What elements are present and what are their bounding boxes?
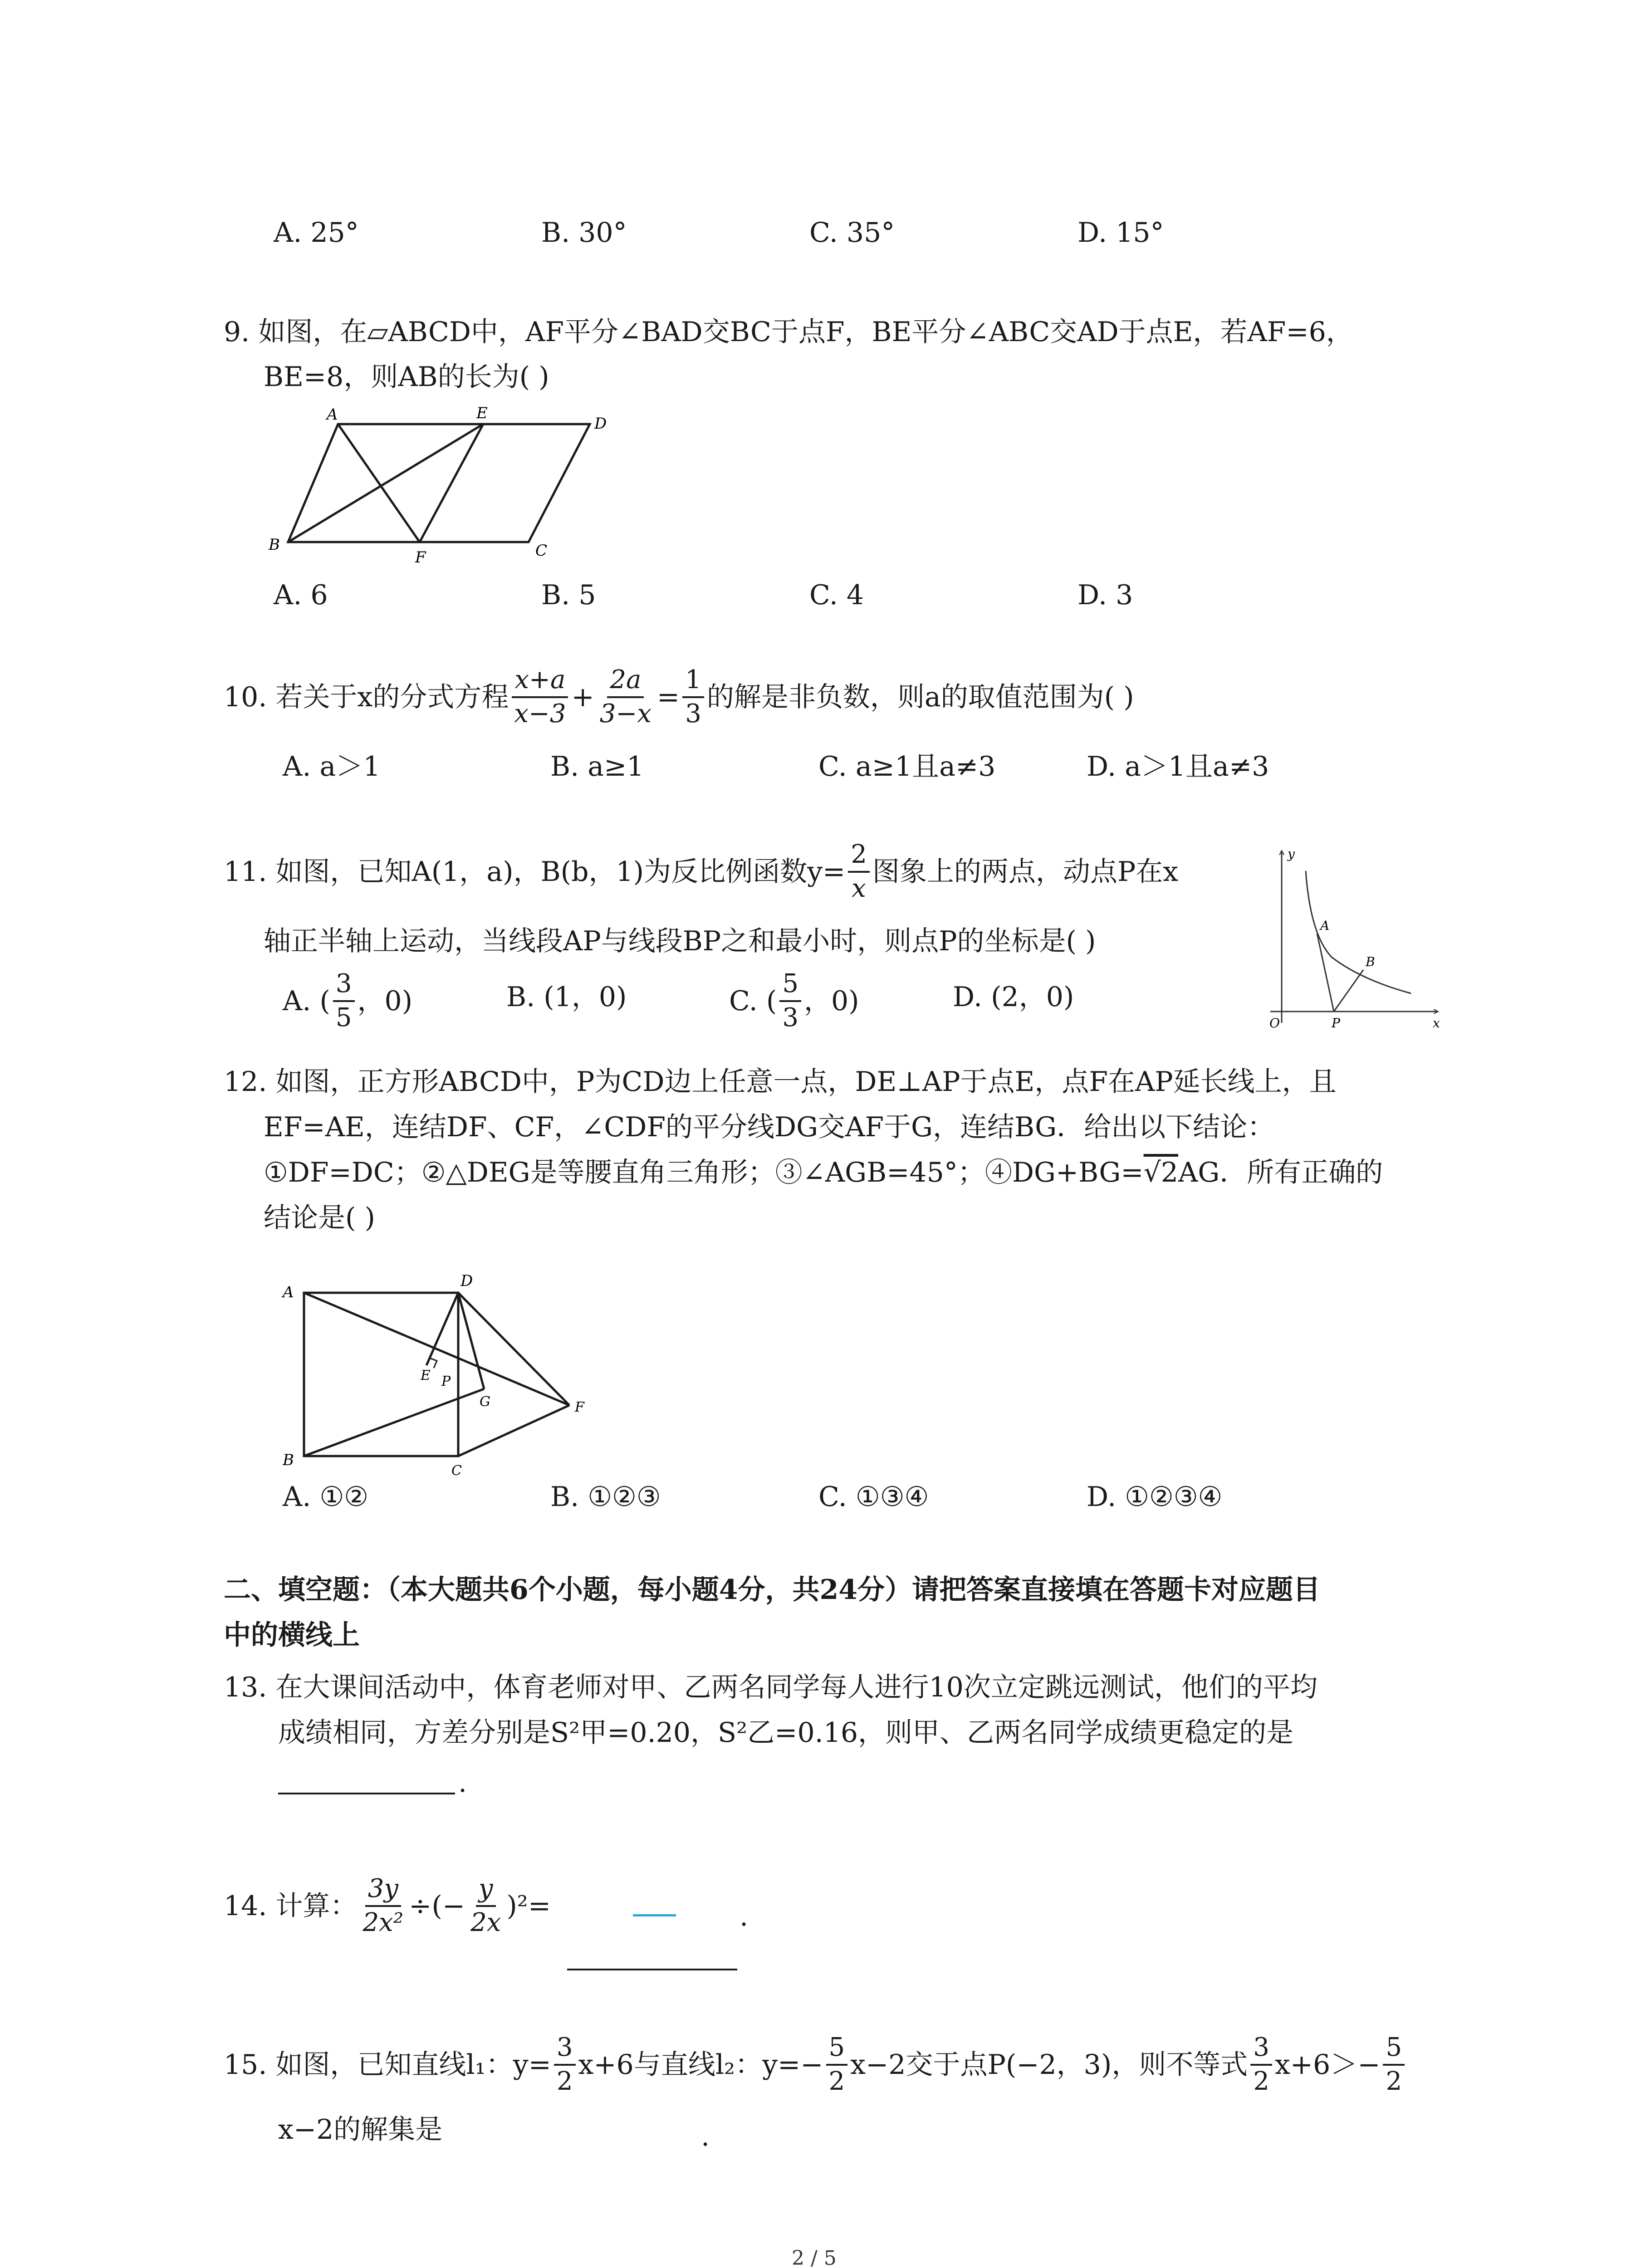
q12-line3-post: AG．所有正确的 <box>1178 1157 1383 1188</box>
q9-option-c: C. 4 <box>809 579 864 611</box>
q9-parallelogram-figure <box>263 404 635 567</box>
q9-text-line2: BE=8，则AB的长为( ) <box>264 361 549 393</box>
q13-text-line2: 成绩相同，方差分别是S²甲=0.20，S²乙=0.16，则甲、乙两名同学成绩更稳定的是 <box>278 1717 1294 1749</box>
q10-fraction-1 <box>511 667 568 728</box>
q12-square-abcd <box>304 1293 458 1456</box>
q9-segment-ef <box>420 424 483 542</box>
q10-fraction-1-numerator: x+a <box>512 667 568 698</box>
q12-segment-de <box>426 1293 458 1365</box>
q9-text-line1: 9. 如图，在▱ABCD中，AF平分∠BAD交BC于点F，BE平分∠ABC交AD于点E，若AF=6， <box>224 316 1353 348</box>
q10-fraction-3-numerator: 1 <box>682 667 704 698</box>
section2-heading-line1: 二、填空题：（本大题共6个小题，每小题4分，共24分）请把答案直接填在答题卡对应题目 <box>224 1574 1320 1606</box>
q15-fraction-2-denominator: 2 <box>828 2066 845 2096</box>
q12-segment-bg <box>304 1389 484 1456</box>
q13-answer-blank[interactable] <box>278 1793 455 1794</box>
q11-option-a <box>283 971 412 1031</box>
q11-segment-ap <box>1317 934 1334 1012</box>
q15-fraction-3-numerator: 3 <box>1250 2034 1272 2066</box>
q14-text-post: )²= <box>506 1890 551 1922</box>
q12-label-a: A <box>283 1283 294 1301</box>
q12-text-line3 <box>264 1159 1383 1186</box>
q10-fraction-1-denominator: x−3 <box>514 699 566 728</box>
q12-label-p: P <box>441 1374 451 1389</box>
q10-text-pre: 10. 若关于x的分式方程 <box>224 681 509 713</box>
q9-parallelogram-abcd <box>288 424 590 542</box>
q10-text-post: 的解是非负数，则a的取值范围为( ) <box>706 681 1134 713</box>
q11-option-c <box>729 971 859 1031</box>
q11-option-c-numerator: 5 <box>779 971 801 1002</box>
q11-label-y: y <box>1288 846 1295 861</box>
q12-text-line1: 12. 如图，正方形ABCD中，P为CD边上任意一点，DE⊥AP于点E，点F在AP延长线上，且 <box>224 1066 1337 1098</box>
q14-fraction-2-denominator: 2x <box>470 1907 501 1937</box>
q8-option-d: D. 15° <box>1078 217 1164 249</box>
q11-label-o: O <box>1269 1016 1280 1031</box>
q12-label-b: B <box>283 1451 294 1469</box>
q15-text-line2: x−2的解集是 <box>278 2114 443 2146</box>
q12-option-a: A. ①② <box>283 1481 369 1513</box>
q9-option-a: A. 6 <box>274 579 328 611</box>
q10-option-b: B. a≥1 <box>550 751 644 782</box>
q15-fraction-4-denominator: 2 <box>1386 2066 1402 2096</box>
q11-option-c-denominator: 3 <box>782 1002 798 1032</box>
q14-divide: ÷(− <box>409 1890 465 1922</box>
q14-fraction-2-numerator: y <box>476 1876 496 1907</box>
q11-label-b: B <box>1366 954 1375 969</box>
q12-label-e: E <box>421 1368 431 1383</box>
q12-label-d: D <box>460 1272 473 1290</box>
q10-equals: = <box>656 681 680 713</box>
q12-segment-cf <box>458 1405 569 1456</box>
q11-text-pre: 11. 如图，已知A(1，a)，B(b，1)为反比例函数y= <box>224 855 846 888</box>
q12-segment-df <box>458 1293 569 1405</box>
q14-fraction-1-numerator: 3y <box>365 1876 401 1907</box>
q14-fraction-1-denominator: 2x² <box>362 1907 404 1937</box>
q15-fraction-1-numerator: 3 <box>554 2034 576 2066</box>
q11-option-c-post: ，0) <box>803 985 859 1017</box>
q10-question <box>224 667 1134 728</box>
q15-question-line1 <box>224 2034 1407 2095</box>
q11-segment-bp <box>1334 970 1363 1012</box>
q15-fraction-1-denominator: 2 <box>556 2066 573 2096</box>
q9-label-f: F <box>415 548 426 567</box>
q11-fraction-denominator: x <box>852 873 866 903</box>
q15-fraction-3-denominator: 2 <box>1253 2066 1269 2096</box>
q9-segment-af <box>338 424 420 542</box>
q9-segment-be <box>288 424 483 542</box>
q9-label-b: B <box>269 536 280 554</box>
q10-option-a: A. a＞1 <box>283 751 381 782</box>
q9-label-a: A <box>327 406 338 424</box>
q15-fraction-4-numerator: 5 <box>1383 2034 1405 2066</box>
q11-option-b: B. (1，0) <box>506 981 627 1013</box>
q11-option-a-pre: A. ( <box>283 985 330 1017</box>
q11-option-a-denominator: 5 <box>335 1002 352 1032</box>
q13-text-line1: 13. 在大课间活动中，体育老师对甲、乙两名同学每人进行10次立定跳远测试，他们的平均 <box>224 1672 1318 1703</box>
q13-period: . <box>458 1767 467 1799</box>
q12-line3-pre: ①DF=DC；②△DEG是等腰直角三角形；③∠AGB=45°；④DG+BG= <box>264 1157 1144 1188</box>
q12-option-d: D. ①②③④ <box>1087 1481 1223 1513</box>
q8-option-b: B. 30° <box>541 217 627 249</box>
q15-period: . <box>701 2121 710 2152</box>
q11-option-a-post: ，0) <box>357 985 413 1017</box>
q14-fraction-2 <box>468 1876 504 1936</box>
q11-label-a: A <box>1320 918 1330 933</box>
q15-text-pre: 15. 如图，已知直线l₁：y= <box>224 2048 551 2081</box>
q12-option-b: B. ①②③ <box>550 1481 661 1513</box>
q14-period: . <box>740 1901 749 1932</box>
q10-fraction-2 <box>597 667 654 728</box>
q10-fraction-3-denominator: 3 <box>685 699 701 728</box>
q11-label-p: P <box>1332 1016 1340 1031</box>
q8-option-c: C. 35° <box>809 217 895 249</box>
q11-graph-figure <box>1257 844 1447 1034</box>
q10-fraction-2-denominator: 3−x <box>599 699 652 728</box>
q12-text-line4: 结论是( ) <box>264 1202 375 1234</box>
q11-text-line2: 轴正半轴上运动，当线段AP与线段BP之和最小时，则点P的坐标是( ) <box>264 925 1096 957</box>
q15-text-mid1: x+6与直线l₂：y=− <box>578 2048 823 2081</box>
q15-text-mid3: x+6＞− <box>1274 2048 1381 2081</box>
q15-fraction-1 <box>554 2034 576 2095</box>
q11-text-post: 图象上的两点，动点P在x <box>872 855 1179 888</box>
q14-answer-cursor <box>633 1914 676 1916</box>
q12-square-figure <box>270 1266 615 1483</box>
q11-option-a-fraction <box>333 971 355 1031</box>
q12-segment-af <box>304 1293 569 1405</box>
q12-label-f: F <box>575 1399 584 1415</box>
q12-sqrt-two: √2 <box>1143 1157 1178 1188</box>
q12-text-line2: EF=AE，连结DF、CF，∠CDF的平分线DG交AF于G，连结BG．给出以下结论： <box>264 1111 1275 1143</box>
q15-text-mid2: x−2交于点P(−2，3)，则不等式 <box>850 2048 1248 2081</box>
q12-label-g: G <box>480 1394 490 1410</box>
q9-label-e: E <box>476 404 488 422</box>
q10-plus: + <box>571 681 594 713</box>
q11-label-x: x <box>1433 1016 1440 1031</box>
q15-fraction-2 <box>826 2034 848 2095</box>
q10-fraction-2-numerator: 2a <box>607 667 644 698</box>
q12-right-angle-mark-icon <box>430 1358 437 1368</box>
q9-label-d: D <box>594 415 607 433</box>
q15-fraction-2-numerator: 5 <box>826 2034 848 2066</box>
q11-fraction <box>848 841 870 902</box>
q8-option-a: A. 25° <box>274 217 359 249</box>
q14-answer-blank[interactable] <box>567 1969 737 1970</box>
q15-fraction-3 <box>1250 2034 1272 2095</box>
q10-option-d: D. a＞1且a≠3 <box>1087 751 1269 782</box>
q11-question-line1 <box>224 841 1178 902</box>
q11-option-c-pre: C. ( <box>729 985 777 1017</box>
q11-option-a-numerator: 3 <box>333 971 355 1002</box>
q10-fraction-3 <box>682 667 704 728</box>
q14-question <box>224 1876 551 1936</box>
q11-option-d: D. (2，0) <box>953 981 1074 1013</box>
q9-option-b: B. 5 <box>541 579 596 611</box>
q15-fraction-4 <box>1383 2034 1405 2095</box>
page-number: 2 / 5 <box>792 2247 837 2268</box>
q11-fraction-numerator: 2 <box>848 841 870 873</box>
q11-option-c-fraction <box>779 971 801 1031</box>
q12-option-c: C. ①③④ <box>818 1481 929 1513</box>
q9-option-d: D. 3 <box>1078 579 1133 611</box>
q14-text-pre: 14. 计算： <box>224 1890 358 1922</box>
section2-heading-line2: 中的横线上 <box>224 1619 360 1651</box>
q10-option-c: C. a≥1且a≠3 <box>818 751 996 782</box>
q9-label-c: C <box>535 542 548 560</box>
q14-fraction-1 <box>360 1876 407 1936</box>
q12-label-c: C <box>451 1463 462 1479</box>
